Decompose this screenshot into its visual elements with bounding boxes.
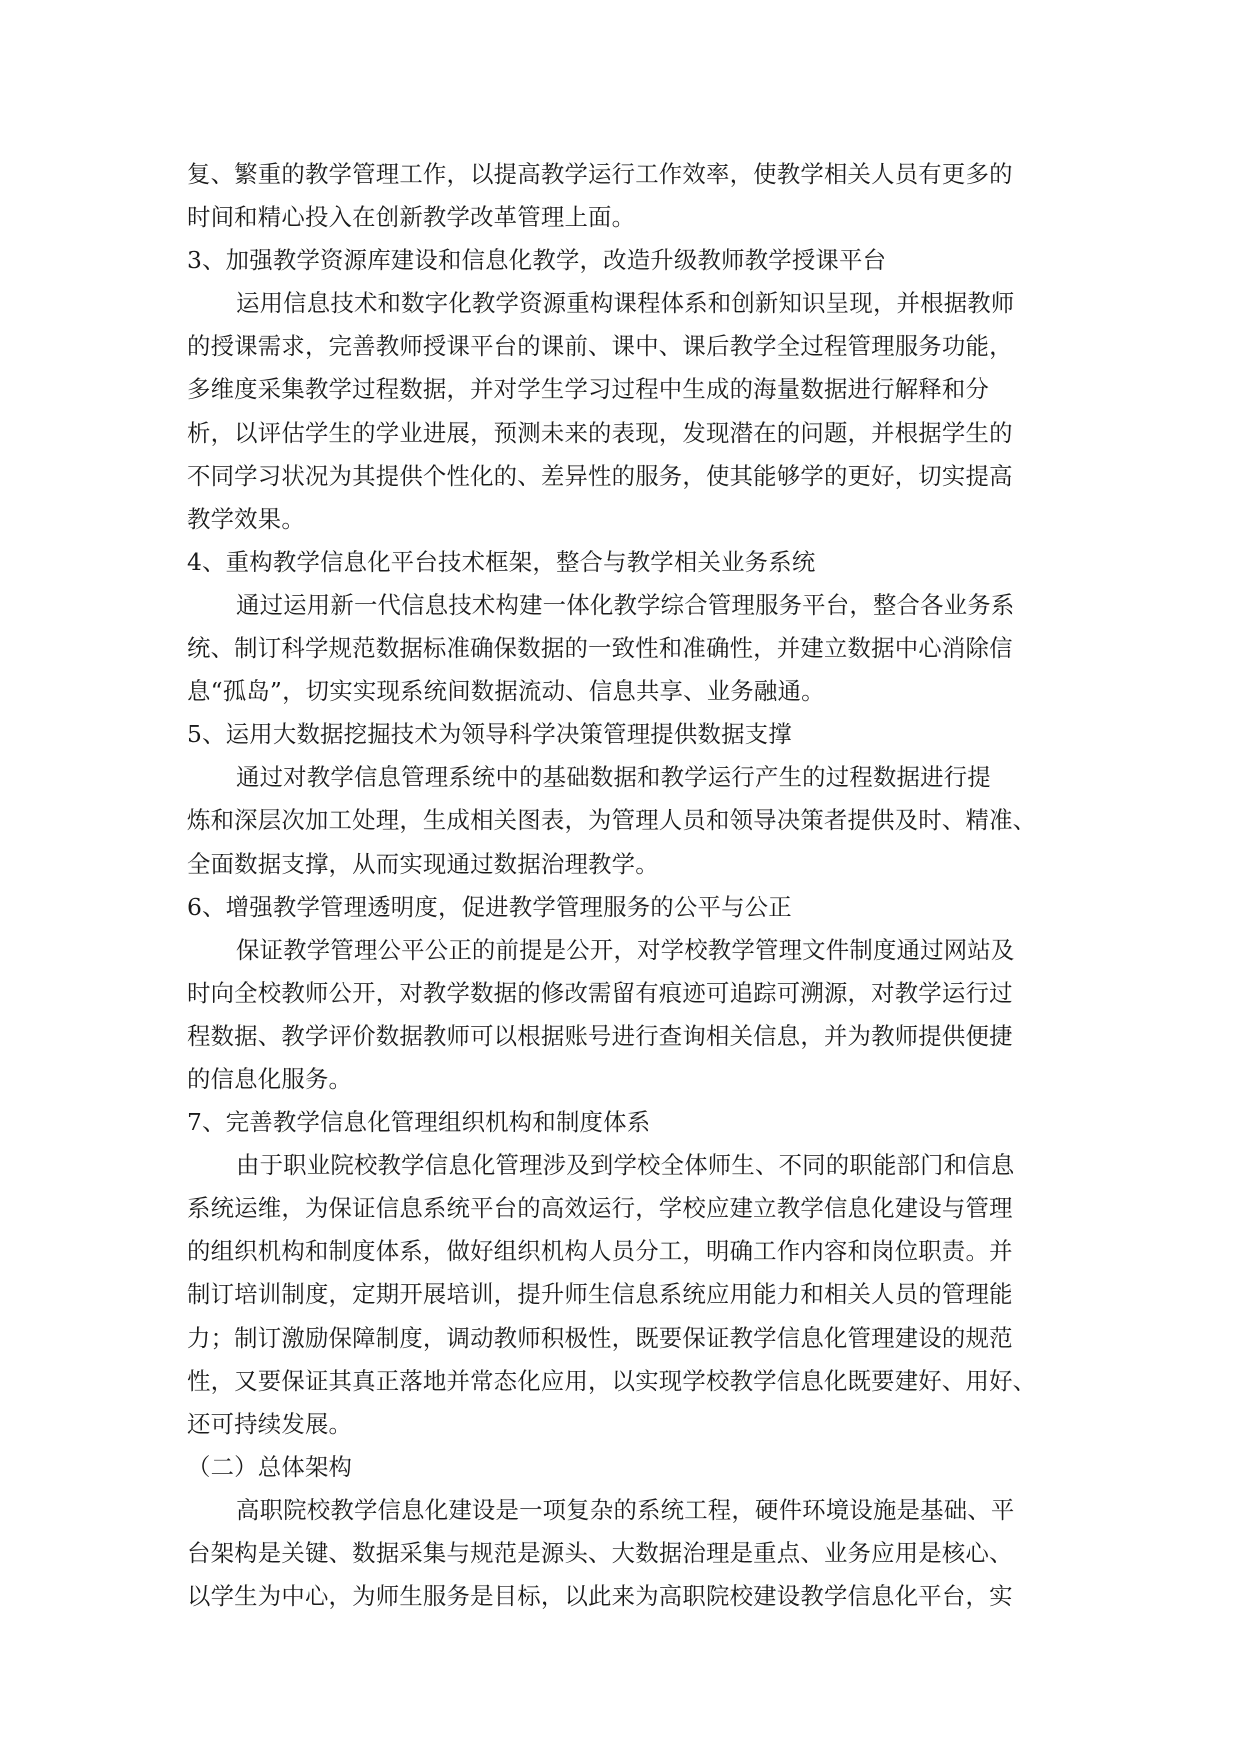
text-line: 全面数据支撑，从而实现通过数据治理教学。 — [187, 849, 659, 878]
text-line: 息“孤岛”，切实实现系统间数据流动、信息共享、业务融通。 — [187, 677, 825, 706]
text-line: 运用信息技术和数字化教学资源重构课程体系和创新知识呈现，并根据教师 — [236, 289, 1015, 318]
text-line: 系统运维，为保证信息系统平台的高效运行，学校应建立教学信息化建设与管理 — [187, 1194, 1013, 1223]
text-line: 时向全校教师公开，对教学数据的修改需留有痕迹可追踪可溯源，对教学运行过 — [187, 978, 1013, 1007]
text-line: 程数据、教学评价数据教师可以根据账号进行查询相关信息，并为教师提供便捷 — [187, 1021, 1013, 1050]
text-line: 由于职业院校教学信息化管理涉及到学校全体师生、不同的职能部门和信息 — [236, 1151, 1015, 1180]
text-line: 台架构是关键、数据采集与规范是源头、大数据治理是重点、业务应用是核心、 — [187, 1539, 1013, 1567]
text-line: 4、重构教学信息化平台技术框架，整合与教学相关业务系统 — [187, 547, 816, 576]
text-line: 的信息化服务。 — [187, 1064, 353, 1093]
text-line: 炼和深层次加工处理，生成相关图表，为管理人员和领导决策者提供及时、精准、 — [187, 806, 1037, 835]
text-line: 5、运用大数据挖掘技术为领导科学决策管理提供数据支撑 — [187, 720, 792, 749]
document-body — [187, 153, 1059, 1618]
text-line: 以学生为中心，为师生服务是目标，以此来为高职院校建设教学信息化平台，实 — [187, 1582, 1013, 1611]
text-line: 保证教学管理公平公正的前提是公开，对学校教学管理文件制度通过网站及 — [236, 935, 1015, 964]
text-line: 教学效果。 — [187, 504, 305, 533]
text-line: 多维度采集教学过程数据，并对学生学习过程中生成的海量数据进行解释和分 — [187, 375, 990, 404]
text-line: 7、完善教学信息化管理组织机构和制度体系 — [187, 1108, 651, 1137]
text-line: 通过对教学信息管理系统中的基础数据和教学运行产生的过程数据进行提 — [236, 763, 991, 792]
text-line: 统、制订科学规范数据标准确保数据的一致性和准确性，并建立数据中心消除信 — [187, 634, 1013, 663]
text-line: 复、繁重的教学管理工作，以提高教学运行工作效率，使教学相关人员有更多的 — [187, 160, 1013, 188]
text-line: 性，又要保证其真正落地并常态化应用，以实现学校教学信息化既要建好、用好、 — [187, 1366, 1037, 1395]
text-line: 3、加强教学资源库建设和信息化教学，改造升级教师教学授课平台 — [187, 246, 887, 275]
text-line: 的组织机构和制度体系，做好组织机构人员分工，明确工作内容和岗位职责。并 — [187, 1237, 1013, 1266]
text-line: 不同学习状况为其提供个性化的、差异性的服务，使其能够学的更好，切实提高 — [187, 461, 1013, 490]
text-line: 6、增强教学管理透明度，促进教学管理服务的公平与公正 — [187, 892, 792, 921]
text-line: 还可持续发展。 — [187, 1409, 353, 1438]
text-line: （二）总体架构 — [187, 1452, 353, 1481]
text-line: 析，以评估学生的学业进展，预测未来的表现，发现潜在的问题，并根据学生的 — [187, 418, 1013, 447]
text-line: 制订培训制度，定期开展培训，提升师生信息系统应用能力和相关人员的管理能 — [187, 1280, 1013, 1309]
text-line: 的授课需求，完善教师授课平台的课前、课中、课后教学全过程管理服务功能， — [187, 332, 1013, 361]
text-line: 高职院校教学信息化建设是一项复杂的系统工程，硬件环境设施是基础、平 — [236, 1495, 1015, 1524]
text-line: 通过运用新一代信息技术构建一体化教学综合管理服务平台，整合各业务系 — [236, 590, 1015, 619]
text-line: 力；制订激励保障制度，调动教师积极性，既要保证教学信息化管理建设的规范 — [187, 1323, 1013, 1352]
text-line: 时间和精心投入在创新教学改革管理上面。 — [187, 203, 636, 232]
